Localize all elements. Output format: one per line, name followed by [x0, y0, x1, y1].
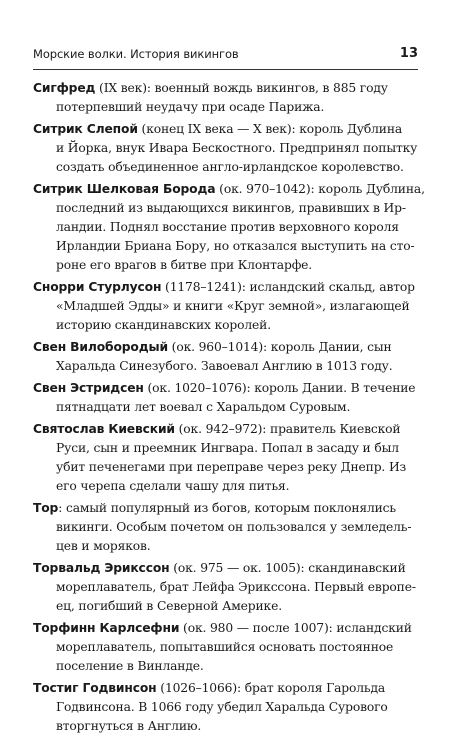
entry-text: мореплаватель, попытавшийся основать постоянное	[56, 640, 394, 654]
glossary-entry	[33, 278, 427, 335]
entry-line	[33, 139, 427, 158]
entry-line	[33, 499, 427, 518]
entry-term: Святослав Киевский	[33, 422, 175, 436]
entry-text: (ок. 980 — после 1007): исландский	[179, 621, 412, 635]
entry-text: Годвинсона. В 1066 году убедил Харальда Сурового	[56, 700, 388, 714]
entry-line	[33, 338, 427, 357]
entry-text: (1178–1241): исландский скальд, автор	[161, 280, 415, 294]
entry-line	[33, 237, 427, 256]
glossary-entry	[33, 379, 427, 417]
entry-text: Ирландии Бриана Бору, но отказался выступить на сто-	[56, 239, 415, 253]
entry-term: Снорри Стурлусон	[33, 280, 162, 294]
entry-text: и Йорка, внук Ивара Бескостного. Предпринял попытку	[56, 141, 418, 155]
entry-text: (ок. 942–972): правитель Киевской	[174, 422, 401, 436]
entry-line	[33, 357, 427, 376]
entry-text: (конец IX века — X век): король Дублина	[137, 122, 403, 136]
entry-line	[33, 619, 427, 638]
glossary-entries	[33, 79, 427, 739]
glossary-entry	[33, 679, 427, 736]
entry-line	[33, 398, 427, 417]
entry-line	[33, 537, 427, 556]
entry-term: Свен Вилобородый	[33, 340, 168, 354]
entry-line	[33, 458, 427, 477]
entry-line	[33, 278, 427, 297]
entry-text: историю скандинавских королей.	[56, 318, 271, 332]
entry-line	[33, 559, 427, 578]
entry-term: Тор	[33, 501, 59, 515]
entry-line	[33, 199, 427, 218]
entry-term: Ситрик Слепой	[33, 122, 138, 136]
entry-line	[33, 578, 427, 597]
entry-text: (ок. 970–1042): король Дублина,	[215, 182, 425, 196]
page-number: 13	[399, 46, 418, 61]
entry-line	[33, 158, 427, 177]
entry-line	[33, 98, 427, 117]
entry-text: (ок. 975 — ок. 1005): скандинавский	[169, 561, 406, 575]
glossary-entry	[33, 79, 427, 117]
entry-term: Свен Эстридсен	[33, 381, 144, 395]
glossary-entry	[33, 120, 427, 177]
entry-text: (IX век): военный вождь викингов, в 885 году	[95, 81, 388, 95]
entry-text: викинги. Особым почетом он пользовался у земледель-	[56, 520, 412, 534]
header-rule	[33, 69, 418, 70]
glossary-entry	[33, 420, 427, 496]
entry-line	[33, 717, 427, 736]
entry-text: потерпевший неудачу при осаде Парижа.	[56, 100, 325, 114]
entry-line	[33, 379, 427, 398]
entry-text: мореплаватель, брат Лейфа Эрикссона. Первый европе-	[56, 580, 416, 594]
entry-text: (1026–1066): брат короля Гарольда	[156, 681, 386, 695]
entry-line	[33, 79, 427, 98]
entry-term: Тостиг Годвинсон	[33, 681, 157, 695]
running-head	[33, 47, 418, 65]
entry-line	[33, 698, 427, 717]
entry-line	[33, 657, 427, 676]
glossary-entry	[33, 499, 427, 556]
entry-text: : самый популярный из богов, которым поклонялись	[58, 501, 396, 515]
entry-line	[33, 218, 427, 237]
entry-text: цев и моряков.	[56, 539, 151, 553]
entry-line	[33, 477, 427, 496]
entry-text: создать объединенное англо-ирландское королевство.	[56, 160, 404, 174]
glossary-entry	[33, 180, 427, 275]
entry-text: убит печенегами при переправе через реку Днепр. Из	[56, 460, 407, 474]
entry-text: Харальда Синезубого. Завоевал Англию в 1013 году.	[56, 359, 393, 373]
entry-line	[33, 420, 427, 439]
glossary-entry	[33, 559, 427, 616]
entry-text: ландии. Поднял восстание против верховного короля	[56, 220, 399, 234]
entry-text: (ок. 1020–1076): король Дании. В течение	[143, 381, 416, 395]
entry-line	[33, 679, 427, 698]
entry-text: (ок. 960–1014): король Дании, сын	[167, 340, 392, 354]
entry-text: вторгнуться в Англию.	[56, 719, 202, 733]
entry-text: последний из выдающихся викингов, правивших в Ир-	[56, 201, 406, 215]
entry-text: Руси, сын и преемник Ингвара. Попал в засаду и был	[56, 441, 399, 455]
entry-line	[33, 297, 427, 316]
entry-term: Сигфред	[33, 81, 96, 95]
entry-line	[33, 180, 427, 199]
entry-line	[33, 518, 427, 537]
entry-term: Торфинн Карлсефни	[33, 621, 180, 635]
glossary-entry	[33, 619, 427, 676]
entry-line	[33, 316, 427, 335]
entry-line	[33, 638, 427, 657]
entry-text: «Младшей Эдды» и книги «Круг земной», излагающей	[56, 299, 410, 313]
entry-line	[33, 439, 427, 458]
entry-text: поселение в Винланде.	[56, 659, 204, 673]
entry-text: его черепа сделали чашу для питья.	[56, 479, 290, 493]
entry-line	[33, 120, 427, 139]
entry-text: пятнадцати лет воевал с Харальдом Суровым.	[56, 400, 351, 414]
entry-line	[33, 256, 427, 275]
entry-term: Ситрик Шелковая Борода	[33, 182, 216, 196]
entry-line	[33, 597, 427, 616]
glossary-entry	[33, 338, 427, 376]
entry-term: Торвальд Эрикссон	[33, 561, 170, 575]
entry-text: роне его врагов в битве при Клонтарфе.	[56, 258, 313, 272]
entry-text: ец, погибший в Северной Америке.	[56, 599, 282, 613]
running-title: Морские волки. История викингов	[33, 47, 239, 61]
